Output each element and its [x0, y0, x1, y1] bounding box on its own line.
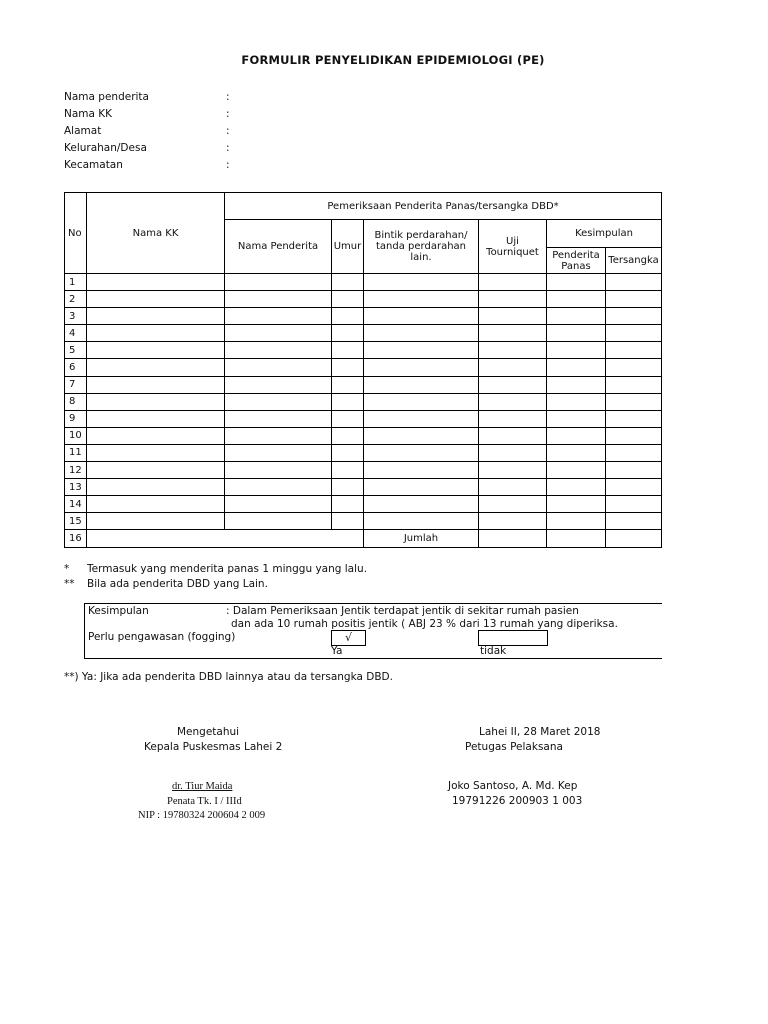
table-cell[interactable] — [87, 462, 225, 479]
row-number: 1 — [65, 274, 87, 291]
row-number: 11 — [65, 444, 87, 461]
table-cell[interactable] — [225, 325, 332, 342]
field-nama-kk — [64, 106, 230, 123]
row-number: 10 — [65, 427, 87, 444]
field-nama-penderita — [64, 89, 230, 106]
table-cell[interactable] — [87, 291, 225, 308]
left-jabatan: Kepala Puskesmas Lahei 2 — [144, 741, 283, 753]
table-cell[interactable] — [479, 410, 547, 427]
table-cell[interactable] — [87, 376, 225, 393]
table-row — [65, 496, 662, 513]
table-cell[interactable] — [332, 325, 364, 342]
table-cell[interactable] — [479, 444, 547, 461]
table-cell[interactable] — [606, 359, 662, 376]
table-cell[interactable] — [225, 462, 332, 479]
row-number: 7 — [65, 376, 87, 393]
header-nama-penderita: Nama Penderita — [225, 220, 332, 274]
right-place-date: Lahei II, 28 Maret 2018 — [479, 726, 601, 738]
table-cell[interactable] — [364, 325, 479, 342]
table-cell[interactable] — [332, 462, 364, 479]
ya-label: Ya — [331, 645, 343, 657]
table-cell[interactable] — [87, 479, 225, 496]
table-cell[interactable] — [606, 291, 662, 308]
table-cell[interactable] — [225, 410, 332, 427]
table-cell[interactable] — [547, 444, 606, 461]
table-cell[interactable] — [606, 479, 662, 496]
table-body — [65, 274, 662, 548]
table-cell[interactable] — [547, 410, 606, 427]
table-cell[interactable] — [479, 530, 547, 547]
table-cell[interactable] — [479, 325, 547, 342]
footnote — [64, 562, 367, 577]
row-number: 8 — [65, 393, 87, 410]
field-kecamatan — [64, 157, 230, 174]
table-cell[interactable] — [364, 427, 479, 444]
table-cell[interactable] — [87, 410, 225, 427]
right-signer-name: Joko Santoso, A. Md. Kep — [448, 780, 578, 792]
table-cell[interactable] — [87, 274, 225, 291]
table-cell[interactable] — [479, 427, 547, 444]
field-colon: : — [226, 108, 230, 120]
header-nama-kk: Nama KK — [87, 193, 225, 274]
table-cell[interactable] — [332, 479, 364, 496]
fogging-ya-checkbox[interactable] — [331, 630, 366, 646]
header-penderita-panas: Penderita Panas — [547, 248, 606, 274]
table-cell[interactable] — [364, 393, 479, 410]
table-cell[interactable] — [547, 479, 606, 496]
header-kesimpulan: Kesimpulan — [547, 220, 662, 248]
row-number: 5 — [65, 342, 87, 359]
row-number: 12 — [65, 462, 87, 479]
footnote-text: Termasuk yang menderita panas 1 minggu yang lalu. — [87, 563, 368, 575]
header-umur: Umur — [332, 220, 364, 274]
table-cell[interactable] — [547, 530, 606, 547]
table-cell[interactable] — [479, 291, 547, 308]
table-cell[interactable] — [606, 410, 662, 427]
table-cell[interactable] — [87, 427, 225, 444]
table-cell[interactable] — [547, 376, 606, 393]
table-cell[interactable] — [479, 393, 547, 410]
row-number: 6 — [65, 359, 87, 376]
table-cell[interactable] — [606, 308, 662, 325]
table-cell[interactable] — [225, 359, 332, 376]
left-signer-rank: Penata Tk. I / IIId — [167, 796, 242, 807]
table-cell[interactable] — [547, 462, 606, 479]
table-cell[interactable] — [479, 342, 547, 359]
table-cell[interactable] — [87, 530, 225, 547]
table-cell[interactable] — [332, 393, 364, 410]
table-cell[interactable] — [479, 359, 547, 376]
table-cell[interactable] — [332, 342, 364, 359]
header-tersangka: Tersangka — [606, 248, 662, 274]
table-cell[interactable] — [87, 496, 225, 513]
table-cell[interactable] — [332, 274, 364, 291]
footnotes — [64, 562, 367, 592]
table-row — [65, 513, 662, 530]
table-cell[interactable] — [225, 308, 332, 325]
table-row — [65, 393, 662, 410]
table-cell[interactable] — [606, 376, 662, 393]
table-cell[interactable] — [225, 444, 332, 461]
table-cell[interactable] — [364, 410, 479, 427]
table-cell[interactable] — [606, 444, 662, 461]
table-cell[interactable] — [606, 496, 662, 513]
left-signer-name: dr. Tiur Maida — [172, 781, 233, 792]
table-cell[interactable] — [364, 496, 479, 513]
table-cell[interactable] — [364, 444, 479, 461]
kesimpulan-label: Kesimpulan — [88, 605, 149, 617]
kesimpulan-text-line2: dan ada 10 rumah positis jentik ( ABJ 23 % dari 13 rumah yang diperiksa. — [231, 618, 618, 630]
table-cell[interactable] — [225, 342, 332, 359]
table-cell[interactable] — [606, 393, 662, 410]
table-cell[interactable] — [225, 479, 332, 496]
table-row — [65, 359, 662, 376]
identity-fields — [64, 89, 230, 174]
table-row — [65, 427, 662, 444]
table-cell[interactable] — [547, 427, 606, 444]
table-cell[interactable] — [332, 513, 364, 530]
table-cell[interactable] — [606, 342, 662, 359]
table-cell[interactable] — [547, 308, 606, 325]
right-jabatan: Petugas Pelaksana — [465, 741, 563, 753]
table-cell[interactable] — [332, 359, 364, 376]
form-title: FORMULIR PENYELIDIKAN EPIDEMIOLOGI (PE) — [241, 53, 545, 67]
table-cell[interactable] — [479, 479, 547, 496]
table-cell[interactable] — [606, 427, 662, 444]
table-cell[interactable] — [547, 359, 606, 376]
field-label: Nama penderita — [64, 91, 149, 103]
header-bintik: Bintik perdarahan/ tanda perdarahan lain. — [364, 220, 479, 274]
table-cell[interactable] — [606, 530, 662, 547]
field-label: Alamat — [64, 125, 102, 137]
table-row — [65, 291, 662, 308]
table-cell[interactable] — [606, 274, 662, 291]
table-cell[interactable] — [479, 462, 547, 479]
table-cell[interactable] — [364, 308, 479, 325]
fogging-tidak-checkbox[interactable] — [478, 630, 548, 646]
table-row — [65, 444, 662, 461]
table-cell[interactable] — [87, 325, 225, 342]
table-cell[interactable] — [364, 376, 479, 393]
table-row — [65, 410, 662, 427]
field-label: Kecamatan — [64, 159, 123, 171]
table-cell[interactable] — [225, 291, 332, 308]
table-cell[interactable] — [364, 291, 479, 308]
table-cell[interactable] — [87, 393, 225, 410]
table-cell[interactable] — [364, 479, 479, 496]
table-row — [65, 308, 662, 325]
table-cell[interactable] — [606, 325, 662, 342]
row-number: 16 — [65, 530, 87, 547]
table-cell[interactable] — [87, 342, 225, 359]
header-uji-tourniquet: Uji Tourniquet — [479, 220, 547, 274]
row-number: 14 — [65, 496, 87, 513]
table-cell[interactable] — [332, 427, 364, 444]
row-number: 9 — [65, 410, 87, 427]
footnote-text: Bila ada penderita DBD yang Lain. — [87, 578, 268, 590]
table-cell[interactable] — [332, 410, 364, 427]
row-number: 3 — [65, 308, 87, 325]
table-cell[interactable] — [479, 274, 547, 291]
table-cell[interactable] — [479, 513, 547, 530]
field-kelurahan-desa — [64, 140, 230, 157]
table-cell[interactable] — [332, 496, 364, 513]
field-alamat — [64, 123, 230, 140]
table-cell[interactable] — [332, 444, 364, 461]
left-mengetahui: Mengetahui — [177, 726, 240, 738]
field-colon: : — [226, 159, 230, 171]
table-cell[interactable] — [547, 513, 606, 530]
field-label: Nama KK — [64, 108, 113, 120]
tidak-label: tidak — [480, 645, 507, 657]
table-cell[interactable] — [225, 274, 332, 291]
table-cell[interactable] — [87, 513, 225, 530]
row-number: 4 — [65, 325, 87, 342]
fogging-footnote: **) Ya: Jika ada penderita DBD lainnya atau da tersangka DBD. — [64, 671, 393, 683]
footnote-mark: ** — [64, 578, 75, 590]
table-cell[interactable] — [225, 530, 332, 547]
table-cell[interactable] — [547, 496, 606, 513]
table-cell[interactable] — [547, 325, 606, 342]
field-colon: : — [226, 142, 230, 154]
row-number: 13 — [65, 479, 87, 496]
table-cell[interactable] — [225, 393, 332, 410]
table-cell[interactable] — [332, 530, 364, 547]
table-cell[interactable] — [364, 274, 479, 291]
table-cell[interactable] — [87, 308, 225, 325]
table-cell[interactable] — [547, 291, 606, 308]
table-cell[interactable] — [332, 308, 364, 325]
table-row — [65, 274, 662, 291]
footnote — [64, 577, 367, 592]
table-row — [65, 325, 662, 342]
table-cell[interactable] — [225, 496, 332, 513]
row-number: 15 — [65, 513, 87, 530]
row-number: 2 — [65, 291, 87, 308]
table-cell[interactable] — [547, 393, 606, 410]
table-cell[interactable] — [479, 376, 547, 393]
table-cell[interactable] — [225, 513, 332, 530]
table-cell[interactable] — [225, 427, 332, 444]
table-row — [65, 376, 662, 393]
kesimpulan-text-line1: : Dalam Pemeriksaan Jentik terdapat jentik di sekitar rumah pasien — [226, 605, 579, 617]
footnote-mark: * — [64, 563, 70, 575]
field-colon: : — [226, 91, 230, 103]
header-pemeriksaan: Pemeriksaan Penderita Panas/tersangka DBD* — [225, 193, 662, 220]
header-no: No — [65, 193, 87, 274]
table-cell[interactable] — [364, 513, 479, 530]
table-row — [65, 530, 662, 547]
field-colon: : — [226, 125, 230, 137]
table-cell[interactable] — [479, 308, 547, 325]
table-cell[interactable] — [87, 444, 225, 461]
right-signer-nip: 19791226 200903 1 003 — [452, 795, 583, 807]
table-cell[interactable] — [364, 359, 479, 376]
examination-table — [64, 192, 662, 548]
table-cell[interactable] — [332, 291, 364, 308]
table-cell[interactable] — [364, 342, 479, 359]
table-row — [65, 342, 662, 359]
table-cell[interactable] — [225, 376, 332, 393]
kesimpulan-box — [84, 603, 662, 659]
table-cell[interactable] — [479, 496, 547, 513]
table-cell[interactable] — [332, 376, 364, 393]
table-cell[interactable] — [606, 513, 662, 530]
table-cell[interactable] — [87, 359, 225, 376]
table-cell[interactable] — [547, 274, 606, 291]
table-cell[interactable] — [606, 462, 662, 479]
left-signer-nip: NIP : 19780324 200604 2 009 — [138, 810, 266, 821]
fogging-label: Perlu pengawasan (fogging) — [88, 631, 236, 643]
field-label: Kelurahan/Desa — [64, 142, 147, 154]
table-cell[interactable] — [364, 462, 479, 479]
table-row — [65, 479, 662, 496]
table-row — [65, 462, 662, 479]
checkmark-icon: √ — [344, 631, 352, 644]
jumlah-label: Jumlah — [364, 530, 479, 547]
table-cell[interactable] — [547, 342, 606, 359]
